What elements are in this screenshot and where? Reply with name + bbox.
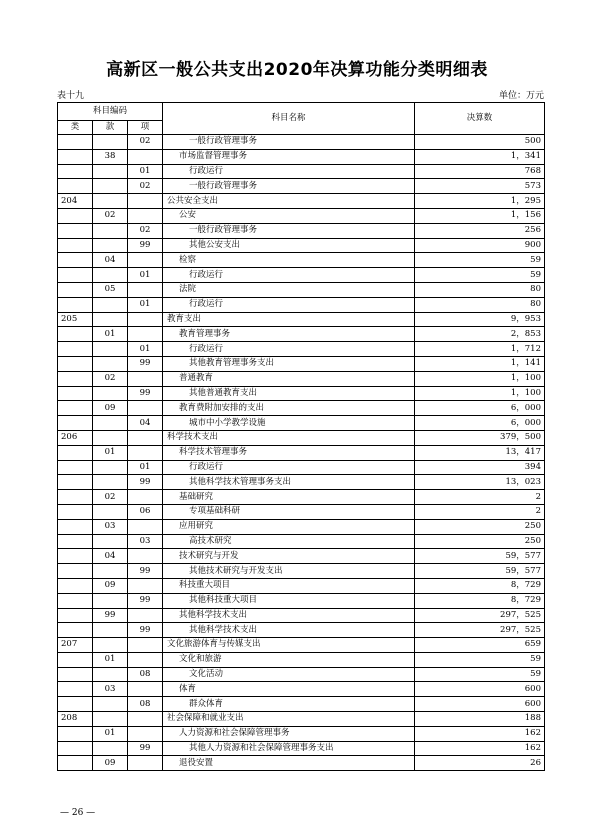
kuan-cell: 01: [93, 726, 128, 741]
kuan-cell: 09: [93, 401, 128, 416]
xiang-cell: 02: [128, 135, 163, 150]
xiang-cell: [128, 726, 163, 741]
kuan-cell: [93, 312, 128, 327]
table-row: [58, 608, 545, 623]
xiang-cell: [128, 208, 163, 223]
table-row: [58, 253, 545, 268]
amount-cell: 900: [415, 238, 545, 253]
xiang-cell: 01: [128, 342, 163, 357]
amount-cell: 80: [415, 282, 545, 297]
xiang-cell: [128, 371, 163, 386]
kuan-cell: [93, 194, 128, 209]
lei-cell: 205: [58, 312, 93, 327]
amount-cell: 2: [415, 504, 545, 519]
lei-cell: [58, 386, 93, 401]
kuan-cell: [93, 135, 128, 150]
lei-cell: [58, 726, 93, 741]
lei-cell: [58, 164, 93, 179]
kuan-cell: 01: [93, 327, 128, 342]
kuan-cell: [93, 297, 128, 312]
lei-cell: [58, 460, 93, 475]
amount-cell: 297，525: [415, 608, 545, 623]
name-cell: 科学技术管理事务: [163, 445, 415, 460]
xiang-cell: 01: [128, 297, 163, 312]
name-cell: 法院: [163, 282, 415, 297]
lei-cell: [58, 504, 93, 519]
kuan-cell: 02: [93, 371, 128, 386]
table-row: [58, 475, 545, 490]
xiang-cell: 03: [128, 534, 163, 549]
kuan-cell: 01: [93, 652, 128, 667]
lei-cell: [58, 416, 93, 431]
name-cell: 检察: [163, 253, 415, 268]
table-row: [58, 445, 545, 460]
kuan-cell: [93, 667, 128, 682]
xiang-cell: [128, 282, 163, 297]
name-header: 科目名称: [163, 103, 415, 135]
amount-cell: 59: [415, 667, 545, 682]
name-cell: 市场监督管理事务: [163, 149, 415, 164]
xiang-cell: [128, 652, 163, 667]
name-cell: 人力资源和社会保障管理事务: [163, 726, 415, 741]
lei-cell: [58, 223, 93, 238]
amount-cell: 600: [415, 697, 545, 712]
lei-cell: [58, 445, 93, 460]
table-row: [58, 578, 545, 593]
page-number: — 26 —: [60, 808, 96, 818]
lei-cell: [58, 682, 93, 697]
amount-cell: 188: [415, 712, 545, 727]
amount-cell: 80: [415, 297, 545, 312]
table-row: [58, 430, 545, 445]
xiang-cell: [128, 756, 163, 771]
xiang-cell: [128, 401, 163, 416]
kuan-cell: [93, 430, 128, 445]
table-row: [58, 416, 545, 431]
lei-cell: [58, 549, 93, 564]
lei-cell: 208: [58, 712, 93, 727]
kuan-cell: 02: [93, 490, 128, 505]
lei-cell: 204: [58, 194, 93, 209]
table-row: [58, 327, 545, 342]
table-row: [58, 149, 545, 164]
xiang-cell: 99: [128, 741, 163, 756]
kuan-cell: 09: [93, 578, 128, 593]
amount-cell: 394: [415, 460, 545, 475]
name-cell: 其他科学技术管理事务支出: [163, 475, 415, 490]
name-cell: 专项基础科研: [163, 504, 415, 519]
name-cell: 其他公安支出: [163, 238, 415, 253]
name-cell: 其他技术研究与开发支出: [163, 564, 415, 579]
xiang-cell: [128, 312, 163, 327]
name-cell: 一般行政管理事务: [163, 135, 415, 150]
lei-cell: [58, 253, 93, 268]
table-number: 表十九: [57, 91, 85, 101]
table-row: [58, 238, 545, 253]
name-cell: 其他人力资源和社会保障管理事务支出: [163, 741, 415, 756]
xiang-cell: 04: [128, 416, 163, 431]
name-cell: 基础研究: [163, 490, 415, 505]
kuan-cell: 05: [93, 282, 128, 297]
lei-cell: [58, 135, 93, 150]
amount-cell: 500: [415, 135, 545, 150]
amount-cell: 59: [415, 652, 545, 667]
amount-cell: 659: [415, 638, 545, 653]
amount-cell: 26: [415, 756, 545, 771]
table-row: [58, 356, 545, 371]
lei-cell: [58, 342, 93, 357]
lei-cell: [58, 208, 93, 223]
lei-cell: [58, 327, 93, 342]
kuan-cell: [93, 638, 128, 653]
xiang-cell: [128, 327, 163, 342]
lei-cell: [58, 593, 93, 608]
name-cell: 公共安全支出: [163, 194, 415, 209]
kuan-cell: 01: [93, 445, 128, 460]
table-row: [58, 549, 545, 564]
amount-cell: 379，500: [415, 430, 545, 445]
kuan-cell: [93, 697, 128, 712]
unit-label: 单位：万元: [498, 91, 544, 101]
table-row: [58, 593, 545, 608]
table-row: [58, 638, 545, 653]
table-row: [58, 312, 545, 327]
amount-cell: 162: [415, 741, 545, 756]
lei-cell: [58, 608, 93, 623]
amount-cell: 6，000: [415, 416, 545, 431]
kuan-cell: 09: [93, 756, 128, 771]
kuan-cell: [93, 712, 128, 727]
name-cell: 行政运行: [163, 342, 415, 357]
lei-cell: 207: [58, 638, 93, 653]
lei-cell: [58, 564, 93, 579]
name-cell: 文化活动: [163, 667, 415, 682]
name-cell: 教育支出: [163, 312, 415, 327]
table-row: [58, 135, 545, 150]
name-cell: 其他科学技术支出: [163, 608, 415, 623]
table-row: [58, 667, 545, 682]
amount-cell: 250: [415, 519, 545, 534]
kuan-cell: [93, 342, 128, 357]
kuan-cell: 03: [93, 682, 128, 697]
kuan-cell: [93, 741, 128, 756]
table-row: [58, 534, 545, 549]
amount-cell: 573: [415, 179, 545, 194]
kuan-cell: [93, 416, 128, 431]
name-cell: 其他科技重大项目: [163, 593, 415, 608]
table-row: [58, 371, 545, 386]
amount-cell: 250: [415, 534, 545, 549]
amount-cell: 59: [415, 268, 545, 283]
name-cell: 行政运行: [163, 460, 415, 475]
amount-cell: 59，577: [415, 564, 545, 579]
kuan-cell: [93, 386, 128, 401]
lei-cell: [58, 268, 93, 283]
table-row: [58, 268, 545, 283]
kuan-cell: 04: [93, 549, 128, 564]
name-cell: 教育管理事务: [163, 327, 415, 342]
kuan-cell: 03: [93, 519, 128, 534]
kuan-header: 款: [93, 121, 128, 135]
lei-cell: [58, 401, 93, 416]
name-cell: 行政运行: [163, 268, 415, 283]
kuan-cell: 38: [93, 149, 128, 164]
table-row: [58, 164, 545, 179]
name-cell: 科学技术支出: [163, 430, 415, 445]
lei-cell: [58, 356, 93, 371]
table-row: [58, 179, 545, 194]
amount-cell: 9，953: [415, 312, 545, 327]
table-row: [58, 756, 545, 771]
amount-cell: 1，156: [415, 208, 545, 223]
xiang-cell: [128, 549, 163, 564]
lei-cell: [58, 652, 93, 667]
name-cell: 文化旅游体育与传媒支出: [163, 638, 415, 653]
xiang-cell: 01: [128, 164, 163, 179]
amount-cell: 1，712: [415, 342, 545, 357]
kuan-cell: [93, 504, 128, 519]
budget-table: [57, 102, 545, 771]
name-cell: 一般行政管理事务: [163, 223, 415, 238]
table-row: [58, 712, 545, 727]
table-row: [58, 741, 545, 756]
xiang-cell: 02: [128, 179, 163, 194]
xiang-header: 项: [128, 121, 163, 135]
table-row: [58, 490, 545, 505]
table-row: [58, 697, 545, 712]
lei-cell: 206: [58, 430, 93, 445]
amount-cell: 8，729: [415, 578, 545, 593]
kuan-cell: [93, 564, 128, 579]
table-row: [58, 208, 545, 223]
name-cell: 其他科学技术支出: [163, 623, 415, 638]
lei-cell: [58, 238, 93, 253]
amount-cell: 59: [415, 253, 545, 268]
xiang-cell: [128, 638, 163, 653]
xiang-cell: [128, 490, 163, 505]
amount-cell: 2，853: [415, 327, 545, 342]
amount-cell: 6，000: [415, 401, 545, 416]
table-row: [58, 342, 545, 357]
amount-cell: 1，295: [415, 194, 545, 209]
lei-header: 类: [58, 121, 93, 135]
lei-cell: [58, 282, 93, 297]
xiang-cell: 01: [128, 460, 163, 475]
amount-cell: 256: [415, 223, 545, 238]
code-group-header: 科目编码: [58, 103, 163, 121]
table-row: [58, 194, 545, 209]
lei-cell: [58, 578, 93, 593]
name-cell: 体育: [163, 682, 415, 697]
name-cell: 其他普通教育支出: [163, 386, 415, 401]
table-row: [58, 401, 545, 416]
xiang-cell: 99: [128, 475, 163, 490]
lei-cell: [58, 697, 93, 712]
table-row: [58, 726, 545, 741]
amount-header: 决算数: [415, 103, 545, 135]
name-cell: 科技重大项目: [163, 578, 415, 593]
amount-cell: 59，577: [415, 549, 545, 564]
amount-cell: 768: [415, 164, 545, 179]
kuan-cell: 02: [93, 208, 128, 223]
name-cell: 社会保障和就业支出: [163, 712, 415, 727]
name-cell: 城市中小学教学设施: [163, 416, 415, 431]
kuan-cell: [93, 460, 128, 475]
xiang-cell: [128, 682, 163, 697]
table-row: [58, 460, 545, 475]
table-row: [58, 623, 545, 638]
xiang-cell: 99: [128, 593, 163, 608]
xiang-cell: [128, 149, 163, 164]
table-row: [58, 297, 545, 312]
amount-cell: 1，341: [415, 149, 545, 164]
amount-cell: 162: [415, 726, 545, 741]
table-row: [58, 652, 545, 667]
amount-cell: 1，100: [415, 371, 545, 386]
xiang-cell: 02: [128, 223, 163, 238]
kuan-cell: [93, 356, 128, 371]
kuan-cell: [93, 593, 128, 608]
lei-cell: [58, 475, 93, 490]
xiang-cell: 99: [128, 238, 163, 253]
table-row: [58, 519, 545, 534]
name-cell: 其他教育管理事务支出: [163, 356, 415, 371]
table-row: [58, 282, 545, 297]
lei-cell: [58, 490, 93, 505]
xiang-cell: 01: [128, 268, 163, 283]
xiang-cell: 99: [128, 564, 163, 579]
lei-cell: [58, 756, 93, 771]
name-cell: 高技术研究: [163, 534, 415, 549]
page-title: 高新区一般公共支出2020年决算功能分类明细表: [106, 60, 488, 80]
xiang-cell: [128, 519, 163, 534]
name-cell: 退役安置: [163, 756, 415, 771]
amount-cell: 13，417: [415, 445, 545, 460]
name-cell: 公安: [163, 208, 415, 223]
amount-cell: 8，729: [415, 593, 545, 608]
lei-cell: [58, 297, 93, 312]
table-row: [58, 682, 545, 697]
name-cell: 一般行政管理事务: [163, 179, 415, 194]
amount-cell: 1，141: [415, 356, 545, 371]
xiang-cell: [128, 253, 163, 268]
kuan-cell: [93, 268, 128, 283]
kuan-cell: [93, 623, 128, 638]
name-cell: 教育费附加安排的支出: [163, 401, 415, 416]
lei-cell: [58, 741, 93, 756]
xiang-cell: 99: [128, 386, 163, 401]
xiang-cell: [128, 578, 163, 593]
amount-cell: 297，525: [415, 623, 545, 638]
amount-cell: 600: [415, 682, 545, 697]
xiang-cell: 06: [128, 504, 163, 519]
table-row: [58, 386, 545, 401]
table-row: [58, 504, 545, 519]
name-cell: 行政运行: [163, 164, 415, 179]
lei-cell: [58, 519, 93, 534]
kuan-cell: 04: [93, 253, 128, 268]
kuan-cell: [93, 223, 128, 238]
xiang-cell: [128, 712, 163, 727]
kuan-cell: [93, 179, 128, 194]
kuan-cell: [93, 164, 128, 179]
lei-cell: [58, 179, 93, 194]
xiang-cell: [128, 608, 163, 623]
name-cell: 文化和旅游: [163, 652, 415, 667]
xiang-cell: [128, 194, 163, 209]
lei-cell: [58, 534, 93, 549]
xiang-cell: 99: [128, 623, 163, 638]
kuan-cell: [93, 534, 128, 549]
name-cell: 技术研究与开发: [163, 549, 415, 564]
name-cell: 行政运行: [163, 297, 415, 312]
xiang-cell: 08: [128, 667, 163, 682]
lei-cell: [58, 667, 93, 682]
kuan-cell: [93, 475, 128, 490]
table-row: [58, 223, 545, 238]
lei-cell: [58, 149, 93, 164]
lei-cell: [58, 623, 93, 638]
xiang-cell: 99: [128, 356, 163, 371]
kuan-cell: [93, 238, 128, 253]
name-cell: 应用研究: [163, 519, 415, 534]
amount-cell: 2: [415, 490, 545, 505]
name-cell: 群众体育: [163, 697, 415, 712]
xiang-cell: 08: [128, 697, 163, 712]
amount-cell: 13，023: [415, 475, 545, 490]
xiang-cell: [128, 445, 163, 460]
lei-cell: [58, 371, 93, 386]
xiang-cell: [128, 430, 163, 445]
header-row: [58, 103, 545, 121]
amount-cell: 1，100: [415, 386, 545, 401]
name-cell: 普通教育: [163, 371, 415, 386]
kuan-cell: 99: [93, 608, 128, 623]
table-row: [58, 564, 545, 579]
